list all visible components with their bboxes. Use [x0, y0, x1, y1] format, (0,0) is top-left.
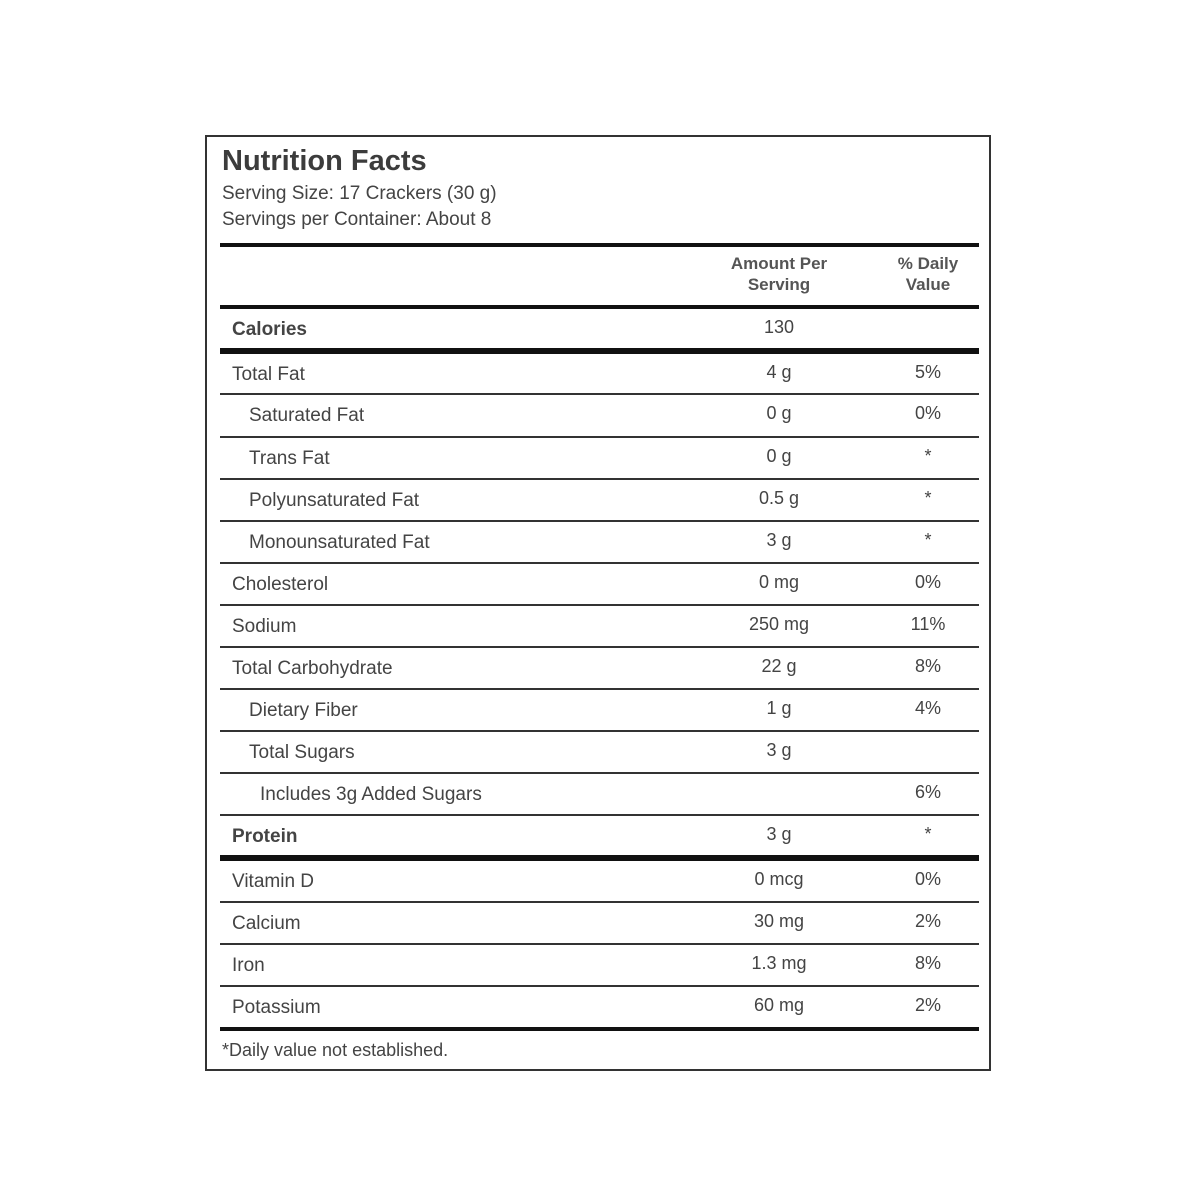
nutrient-name: Cholesterol — [232, 574, 329, 595]
nutrient-daily-value: 0% — [914, 572, 941, 592]
column-header-daily-value: % Daily Value — [897, 254, 959, 294]
nutrient-daily-value: 5% — [914, 362, 941, 382]
column-header-amount: Amount Per Serving — [730, 254, 828, 294]
nutrient-row-trans-fat — [220, 438, 979, 478]
nutrient-daily-value: * — [924, 530, 932, 550]
nutrient-amount: 0 g — [766, 403, 792, 423]
nutrient-daily-value: 11% — [910, 614, 946, 634]
nutrient-amount: 60 mg — [753, 995, 805, 1015]
nutrient-name: Total Sugars — [249, 742, 355, 763]
nutrient-amount: 0 mg — [758, 572, 800, 592]
nutrient-daily-value: * — [924, 824, 932, 844]
nutrient-amount: 1 g — [766, 698, 792, 718]
nutrient-amount: 22 g — [761, 656, 797, 676]
nutrient-name: Total Fat — [232, 364, 305, 385]
nutrient-name: Vitamin D — [232, 871, 315, 892]
nutrient-row-calcium — [220, 903, 979, 943]
nutrient-name: Calcium — [232, 913, 301, 934]
nutrient-name: Saturated Fat — [249, 405, 365, 426]
nutrient-row-total-fat — [220, 354, 979, 394]
nutrient-row-saturated-fat — [220, 395, 979, 435]
nutrient-name: Includes 3g Added Sugars — [260, 784, 482, 805]
nutrient-daily-value: 6% — [914, 782, 941, 802]
nutrient-row-protein — [220, 816, 979, 856]
nutrient-amount: 30 mg — [753, 911, 805, 931]
nutrient-name: Sodium — [232, 616, 297, 637]
serving-size: Serving Size: 17 Crackers (30 g) — [222, 183, 497, 204]
nutrient-amount: 3 g — [766, 530, 792, 550]
nutrient-name: Protein — [232, 826, 298, 847]
nutrient-daily-value: 2% — [914, 911, 941, 931]
nutrient-daily-value: 8% — [914, 953, 941, 973]
nutrient-daily-value: 0% — [914, 869, 941, 889]
nutrient-name: Trans Fat — [249, 448, 330, 469]
nutrient-daily-value: * — [924, 446, 932, 466]
header-rule — [220, 243, 979, 247]
nutrient-name: Monounsaturated Fat — [249, 532, 430, 553]
nutrient-row-calories — [220, 309, 979, 349]
nutrient-amount: 0 g — [766, 446, 792, 466]
nutrient-name: Total Carbohydrate — [232, 658, 393, 679]
nutrient-row-total-sugars — [220, 732, 979, 772]
nutrient-row-dietary-fiber — [220, 690, 979, 730]
nutrient-amount: 3 g — [766, 740, 792, 760]
nutrition-facts-label — [205, 135, 991, 1071]
nutrient-amount: 4 g — [766, 362, 792, 382]
nutrient-name: Iron — [232, 955, 265, 976]
label-title: Nutrition Facts — [222, 145, 427, 177]
nutrient-amount: 0 mcg — [754, 869, 804, 889]
nutrient-amount: 130 — [763, 317, 795, 337]
nutrient-row-monounsaturated-fat — [220, 522, 979, 562]
nutrient-row-cholesterol — [220, 564, 979, 604]
nutrient-row-sodium — [220, 606, 979, 646]
nutrient-name: Dietary Fiber — [249, 700, 358, 721]
nutrient-name: Polyunsaturated Fat — [249, 490, 420, 511]
nutrient-row-total-carbohydrate — [220, 648, 979, 688]
nutrient-amount: 250 mg — [748, 614, 810, 634]
nutrient-daily-value: 0% — [914, 403, 941, 423]
nutrient-row-potassium — [220, 987, 979, 1027]
nutrient-row-added-sugars — [220, 774, 979, 814]
nutrient-name: Calories — [232, 319, 307, 340]
nutrient-daily-value: 2% — [914, 995, 941, 1015]
footer-rule — [220, 1027, 979, 1031]
nutrient-daily-value: * — [924, 488, 932, 508]
nutrient-row-polyunsaturated-fat — [220, 480, 979, 520]
nutrient-amount: 1.3 mg — [751, 953, 807, 973]
footnote: *Daily value not established. — [222, 1040, 449, 1060]
nutrient-daily-value: 8% — [914, 656, 941, 676]
nutrient-name: Potassium — [232, 997, 321, 1018]
nutrient-row-vitamin-d — [220, 861, 979, 901]
nutrient-amount: 3 g — [766, 824, 792, 844]
nutrient-daily-value: 4% — [914, 698, 941, 718]
nutrient-row-iron — [220, 945, 979, 985]
servings-per-container: Servings per Container: About 8 — [222, 209, 492, 230]
nutrient-amount: 0.5 g — [758, 488, 800, 508]
